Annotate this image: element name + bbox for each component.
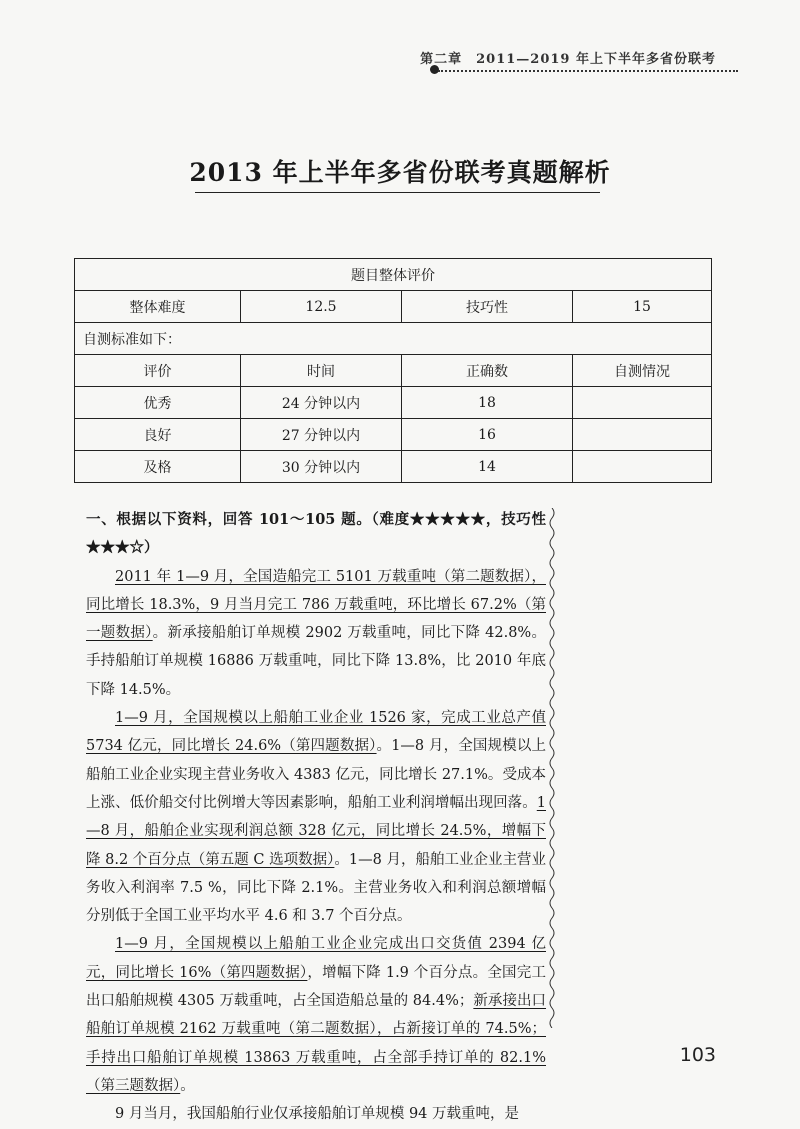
table-row — [75, 451, 712, 483]
table-cell: 27 分钟以内 — [241, 419, 402, 451]
column-header: 正确数 — [402, 355, 573, 387]
paragraph-3 — [86, 930, 546, 1100]
evaluation-table — [74, 258, 712, 483]
paragraph-text: 。1—8 月，船舶工业企业主营业务收入利润率 7.5 %，同比下降 2.1%。主营业务收入和利润总额增幅分别低于全国工业平均水平 4.6 和 3.7 个百分点。 — [86, 851, 547, 925]
table-row — [75, 387, 712, 419]
underlined-fact: 新承接出口船舶订单规模 2162 万载重吨（第二题数据），占新接订单的 74.5%；手持出口船舶订单规模 13863 万载重吨，占全部手持订单的 82.1%（第三题数据） — [86, 993, 547, 1094]
skill-value: 15 — [573, 291, 712, 323]
title-underline — [195, 192, 600, 193]
paragraph-1 — [86, 563, 546, 704]
column-header: 评价 — [75, 355, 241, 387]
underlined-fact: 1—9 月，全国规模以上船舶工业企业完成出口交货值 2394 亿元，同比增长 16%（第四题数据） — [86, 936, 546, 981]
table-cell: 良好 — [75, 419, 241, 451]
table-cell: 16 — [402, 419, 573, 451]
running-header: 第二章 2011—2019 年上下半年多省份联考 — [420, 52, 716, 67]
page-title: 2013 年上半年多省份联考真题解析 — [189, 158, 611, 187]
underlined-fact: 1—9 月，全国规模以上船舶工业企业 1526 家，完成工业总产值 5734 亿元，同比增长 24.6%（第四题数据） — [86, 710, 546, 755]
table-cell: 优秀 — [75, 387, 241, 419]
table-cell — [573, 451, 712, 483]
table-cell — [573, 419, 712, 451]
header-dotted-rule — [438, 70, 738, 72]
paragraph-2 — [86, 704, 546, 930]
difficulty-value: 12.5 — [241, 291, 402, 323]
table-caption: 题目整体评价 — [75, 259, 712, 291]
table-cell: 14 — [402, 451, 573, 483]
paragraph-4: 9 月当月，我国船舶行业仅承接船舶订单规模 94 万载重吨，是 — [115, 1106, 520, 1123]
table-standard-row — [75, 323, 712, 355]
table-caption-row — [75, 259, 712, 291]
table-cell: 24 分钟以内 — [241, 387, 402, 419]
underlined-fact: 2011 年 1—9 月，全国造船完工 5101 万载重吨（第二题数据），同比增长 18.3%，9 月当月完工 786 万载重吨，环比增长 67.2%（第一题数据） — [86, 568, 546, 642]
table-cell: 30 分钟以内 — [241, 451, 402, 483]
table-header-row — [75, 355, 712, 387]
table-cell: 18 — [402, 387, 573, 419]
paragraph-text: 。 — [180, 1077, 195, 1094]
column-header: 时间 — [241, 355, 402, 387]
question-heading: 一、根据以下资料，回答 101～105 题。（难度★★★★★，技巧性★★★☆） — [86, 511, 546, 557]
underlined-fact: 1—8 月，船舶企业实现利润总额 328 亿元，同比增长 24.5%，增幅下降 8.2 个百分点（第五题 C 选项数据） — [86, 794, 546, 868]
table-row — [75, 419, 712, 451]
table-cell — [573, 387, 712, 419]
column-header: 自测情况 — [573, 355, 712, 387]
page-number: 103 — [679, 1044, 716, 1066]
skill-label: 技巧性 — [402, 291, 573, 323]
standard-label: 自测标准如下： — [75, 323, 712, 355]
table-cell: 及格 — [75, 451, 241, 483]
paragraph-text: 。1—8 月，全国规模以上船舶工业企业实现主营业务收入 4383 亿元，同比增长 27.1%。受成本上涨、低价船交付比例增大等因素影响，船舶工业利润增幅出现回落。 — [86, 738, 546, 811]
paragraph-text: ，增幅下降 1.9 个百分点。全国完工出口船舶规模 4305 万载重吨，占全国造船总量的 84.4%； — [86, 964, 546, 1010]
paragraph-text: 。新承接船舶订单规模 2902 万载重吨，同比下降 42.8%。手持船舶订单规模 16886 万载重吨，同比下降 13.8%，比 2010 年底下降 14.5%。 — [86, 625, 546, 698]
question-passage — [86, 506, 546, 1129]
margin-wavy-line — [548, 508, 556, 1028]
table-summary-row — [75, 291, 712, 323]
difficulty-label: 整体难度 — [75, 291, 241, 323]
